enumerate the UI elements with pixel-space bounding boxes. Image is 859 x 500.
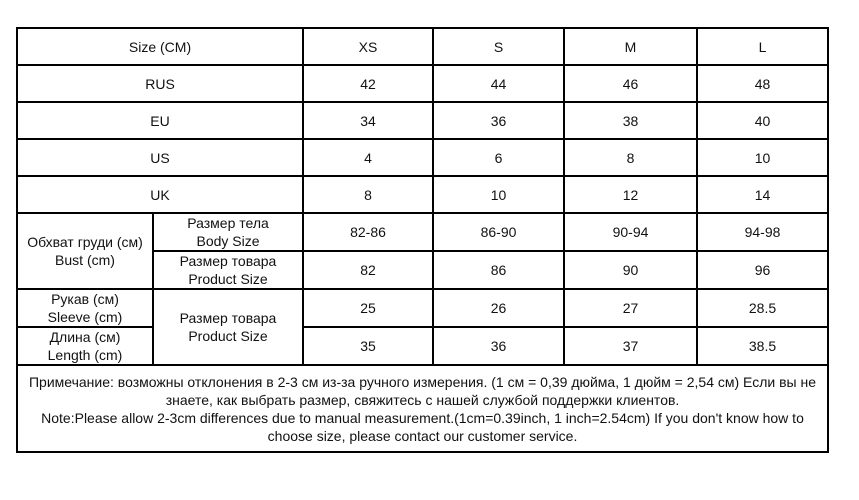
bust-product-size-label-cell xyxy=(153,251,303,289)
note-text-en: Note:Please allow 2-3cm differences due to manual measurement.(1cm=0.39inch, 1 inch=2.54cm) If you don't know how to choose size, please contact our customer service. xyxy=(41,409,804,444)
row-label-us: US xyxy=(17,139,303,176)
length-label-en: Length (cm) xyxy=(47,347,123,363)
size-unit-header-cell: Size (CM) xyxy=(17,28,303,65)
value-cell: 86-90 xyxy=(433,213,564,251)
note-text-ru: Примечание: возможны отклонения в 2-3 см из-за ручного измерения. (1 см = 0,39 дюйма, 1 дюйм = 2,54 см) Если вы не знаете, как выбрать размер, свяжитесь с нашей службой поддержки клиентов. xyxy=(28,373,817,408)
product-size-merged-label-cell xyxy=(153,289,303,365)
sleeve-label-en: Sleeve (cm) xyxy=(47,309,123,325)
value-cell: 8 xyxy=(564,139,697,176)
body-size-label-cell xyxy=(153,213,303,251)
value-cell: 8 xyxy=(303,176,433,213)
value-cell: 44 xyxy=(433,65,564,102)
value-cell: 10 xyxy=(697,139,828,176)
value-cell: 37 xyxy=(564,327,697,365)
value-cell: 34 xyxy=(303,102,433,139)
value-cell: 26 xyxy=(433,289,564,327)
measure-label-en: Product Size xyxy=(188,328,268,344)
value-cell: 90-94 xyxy=(564,213,697,251)
size-header-l: L xyxy=(697,28,828,65)
value-cell: 90 xyxy=(564,251,697,289)
body-size-label-ru: Размер тела xyxy=(187,215,269,231)
length-label-cell xyxy=(17,327,153,365)
value-cell: 38 xyxy=(564,102,697,139)
bust-label-cell xyxy=(17,213,153,289)
table-row-us xyxy=(17,139,828,176)
value-cell: 14 xyxy=(697,176,828,213)
value-cell: 25 xyxy=(303,289,433,327)
product-size-label-en: Product Size xyxy=(188,271,268,287)
table-row-length xyxy=(17,327,828,365)
value-cell: 48 xyxy=(697,65,828,102)
length-label-ru: Длина (см) xyxy=(49,329,121,345)
value-cell: 82 xyxy=(303,251,433,289)
value-cell: 6 xyxy=(433,139,564,176)
note-row xyxy=(17,365,828,452)
size-header-m: M xyxy=(564,28,697,65)
row-label-eu: EU xyxy=(17,102,303,139)
product-size-label-ru: Размер товара xyxy=(179,253,277,269)
bust-label-ru: Обхват груди (см) xyxy=(27,234,143,250)
table-row-uk xyxy=(17,176,828,213)
sleeve-label-cell xyxy=(17,289,153,327)
body-size-label-en: Body Size xyxy=(196,233,260,249)
table-row-eu xyxy=(17,102,828,139)
row-label-rus: RUS xyxy=(17,65,303,102)
value-cell: 35 xyxy=(303,327,433,365)
header-row xyxy=(17,28,828,65)
value-cell: 27 xyxy=(564,289,697,327)
value-cell: 42 xyxy=(303,65,433,102)
size-chart-table xyxy=(16,27,829,453)
value-cell: 94-98 xyxy=(697,213,828,251)
row-label-uk: UK xyxy=(17,176,303,213)
value-cell: 36 xyxy=(433,102,564,139)
table-row-bust-body xyxy=(17,213,828,251)
value-cell: 12 xyxy=(564,176,697,213)
value-cell: 10 xyxy=(433,176,564,213)
measure-label-ru: Размер товара xyxy=(179,310,277,326)
sleeve-label-ru: Рукав (см) xyxy=(51,291,119,307)
size-header-xs: XS xyxy=(303,28,433,65)
value-cell: 86 xyxy=(433,251,564,289)
bust-label-en: Bust (cm) xyxy=(55,252,115,268)
value-cell: 4 xyxy=(303,139,433,176)
note-cell xyxy=(17,365,828,452)
value-cell: 40 xyxy=(697,102,828,139)
value-cell: 82-86 xyxy=(303,213,433,251)
table-row-rus xyxy=(17,65,828,102)
value-cell: 28.5 xyxy=(697,289,828,327)
size-header-s: S xyxy=(433,28,564,65)
table-row-sleeve xyxy=(17,289,828,327)
value-cell: 46 xyxy=(564,65,697,102)
value-cell: 96 xyxy=(697,251,828,289)
value-cell: 36 xyxy=(433,327,564,365)
value-cell: 38.5 xyxy=(697,327,828,365)
